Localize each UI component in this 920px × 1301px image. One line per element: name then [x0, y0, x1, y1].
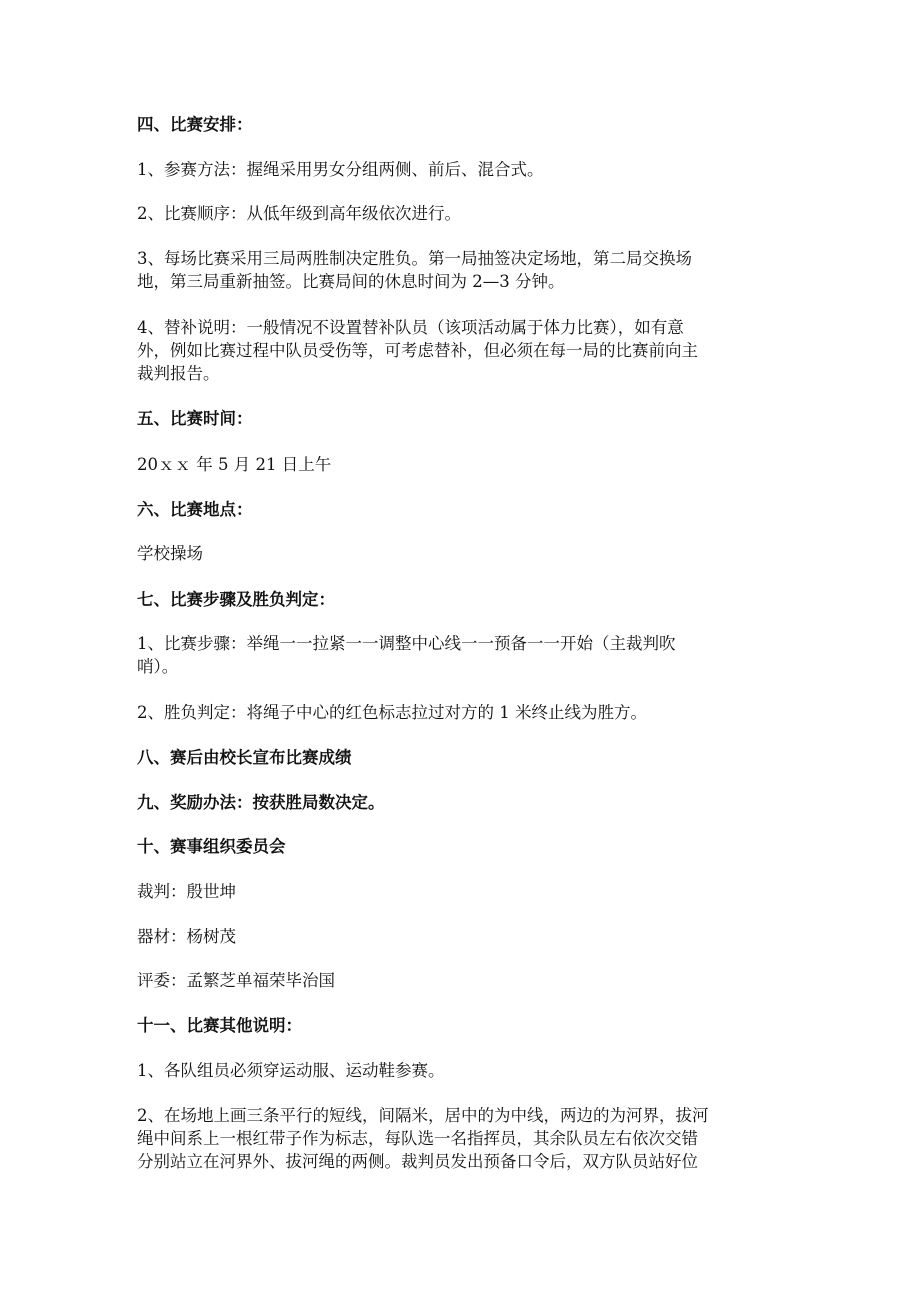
- section-6-heading: 六、比赛地点：: [137, 500, 253, 519]
- section-6-text: 学校操场: [137, 544, 203, 563]
- section-4-item-1: 1、参赛方法：握绳采用男女分组两侧、前后、混合式。: [137, 160, 544, 179]
- section-10-heading: 十、赛事组织委员会: [137, 837, 286, 856]
- section-4-item-4-line-3: 裁判报告。: [137, 364, 220, 383]
- section-7-item-1: [137, 632, 787, 678]
- section-5-heading: 五、比赛时间：: [137, 409, 253, 428]
- equipment-line: 器材：杨树茂: [137, 927, 236, 946]
- section-11-item-2-line-2: 绳中间系上一根红带子作为标志，每队选一名指挥员，其余队员左右依次交错: [137, 1129, 698, 1148]
- referee-line: 裁判：殷世坤: [137, 882, 236, 901]
- section-5-text: 20ｘｘ 年 5 月 21 日上午: [137, 455, 332, 474]
- section-11-item-2-line-1: 2、在场地上画三条平行的短线，间隔米，居中的为中线，两边的为河界，拔河: [137, 1106, 709, 1125]
- section-4-item-3-line-1: 3、每场比赛采用三局两胜制决定胜负。第一局抽签决定场地，第二局交换场: [137, 249, 692, 268]
- section-11-item-1: 1、各队组员必须穿运动服、运动鞋参赛。: [137, 1061, 445, 1080]
- section-9-heading: 九、奖励办法：按获胜局数决定。: [137, 793, 385, 812]
- section-4-item-2: 2、比赛顺序：从低年级到高年级依次进行。: [137, 204, 461, 223]
- section-7-item-2: 2、胜负判定：将绳子中心的红色标志拉过对方的 1 米终止线为胜方。: [137, 703, 647, 722]
- section-7-heading: 七、比赛步骤及胜负判定：: [137, 590, 335, 609]
- section-4-item-4: [137, 316, 787, 385]
- section-4-item-3: [137, 247, 787, 293]
- section-4-item-4-line-2: 外，例如比赛过程中队员受伤等，可考虑替补，但必须在每一局的比赛前向主: [137, 341, 698, 360]
- section-7-item-1-line-2: 哨）。: [137, 657, 179, 676]
- section-4-item-3-line-2: 地，第三局重新抽签。比赛局间的休息时间为 2—3 分钟。: [137, 272, 565, 291]
- section-11-heading: 十一、比赛其他说明：: [137, 1016, 302, 1035]
- section-7-item-1-line-1: 1、比赛步骤：举绳一一拉紧一一调整中心线一一预备一一开始（主裁判吹: [137, 634, 676, 653]
- section-4-item-4-line-1: 4、替补说明：一般情况不设置替补队员（该项活动属于体力比赛），如有意: [137, 318, 684, 337]
- section-11-item-2: [137, 1104, 787, 1173]
- section-4-heading: 四、比赛安排：: [137, 115, 253, 134]
- judges-line: 评委：孟繁芝单福荣毕治国: [137, 971, 335, 990]
- section-8-heading: 八、赛后由校长宣布比赛成绩: [137, 748, 352, 767]
- section-11-item-2-line-3: 分别站立在河界外、拔河绳的两侧。裁判员发出预备口令后，双方队员站好位: [137, 1152, 698, 1171]
